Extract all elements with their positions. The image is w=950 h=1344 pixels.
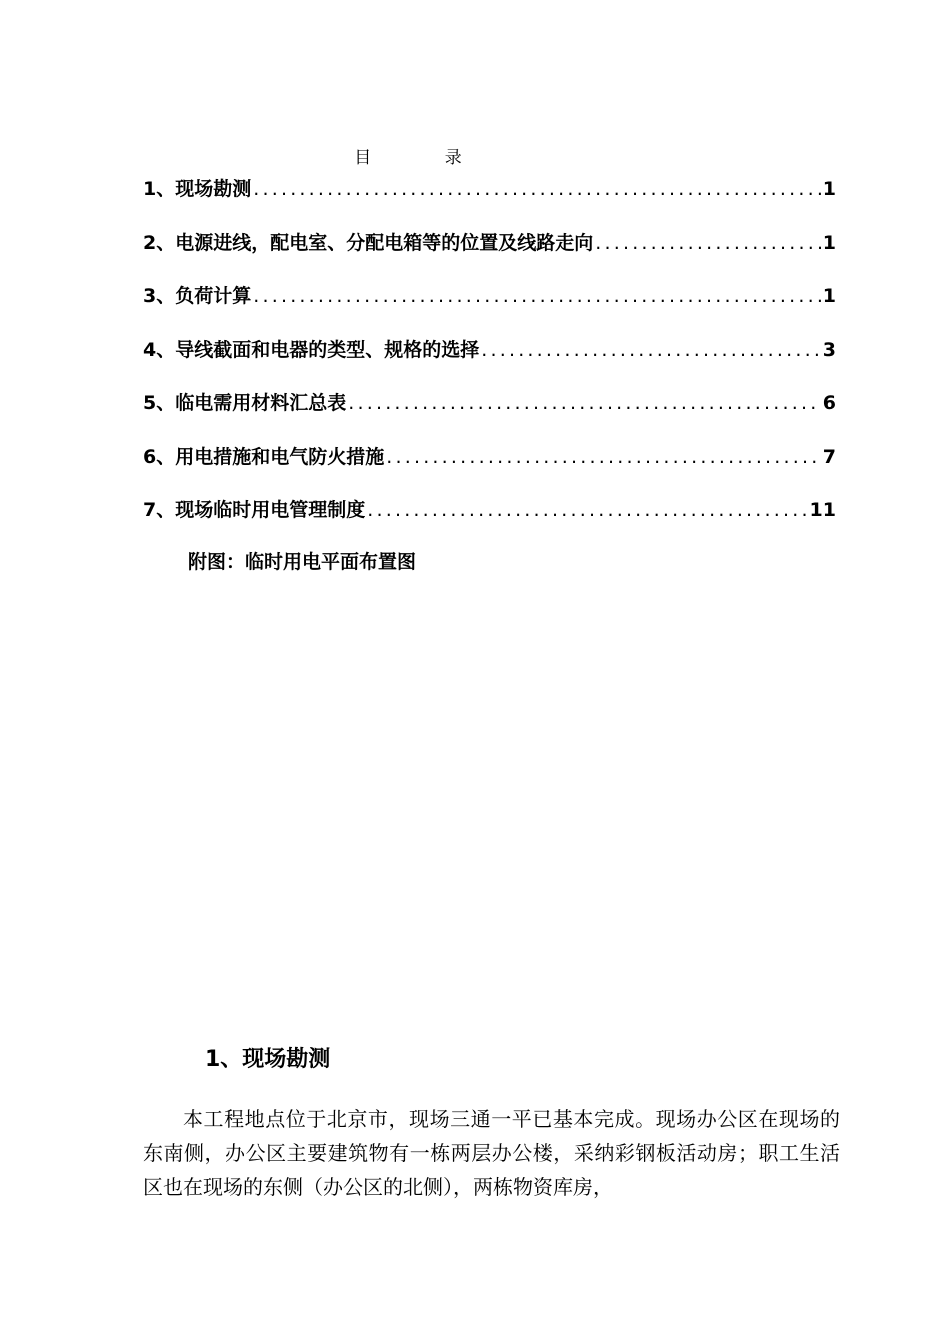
toc-entry-label: 6、用电措施和电气防火措施 — [143, 445, 385, 468]
toc-entry-page: 11 — [809, 499, 836, 521]
toc-entry-label: 1、现场勘测 — [143, 178, 252, 200]
toc-appendix[interactable]: 附图：临时用电平面布置图 — [188, 551, 417, 573]
toc-entry-page: 1 — [822, 231, 836, 254]
toc-entry[interactable] — [143, 174, 836, 228]
table-of-contents — [143, 174, 836, 549]
toc-entry-label: 4、导线截面和电器的类型、规格的选择 — [143, 338, 480, 361]
toc-entry[interactable] — [143, 388, 836, 442]
toc-entry-page: 1 — [822, 178, 836, 200]
toc-entry-label: 3、负荷计算 — [143, 285, 252, 307]
toc-dot-leader — [253, 174, 821, 204]
toc-title: 目 录 — [354, 148, 496, 168]
toc-entry[interactable] — [143, 335, 836, 389]
body-paragraph: 本工程地点位于北京市，现场三通一平已基本完成。现场办公区在现场的东南侧，办公区主要建筑物有一栋两层办公楼，采纳彩钢板活动房；职工生活区也在现场的东侧（办公区的北侧），两栋物资库房， — [143, 1107, 840, 1199]
toc-dot-leader — [348, 388, 821, 418]
toc-entry[interactable] — [143, 281, 836, 335]
toc-entry-page: 7 — [822, 445, 836, 468]
toc-dot-leader — [595, 228, 821, 258]
toc-dot-leader — [386, 442, 821, 472]
toc-entry-page: 3 — [822, 338, 836, 361]
toc-dot-leader — [481, 335, 821, 365]
toc-entry[interactable] — [143, 495, 836, 549]
toc-entry[interactable] — [143, 442, 836, 496]
toc-dot-leader — [367, 495, 807, 525]
toc-entry-label: 5、临电需用材料汇总表 — [143, 392, 347, 414]
toc-dot-leader — [253, 281, 821, 311]
toc-entry-label: 2、电源进线，配电室、分配电箱等的位置及线路走向 — [143, 231, 594, 254]
toc-entry-label: 7、现场临时用电管理制度 — [143, 499, 366, 521]
section-heading: 1、现场勘测 — [205, 1047, 331, 1072]
toc-entry[interactable] — [143, 228, 836, 282]
toc-entry-page: 1 — [822, 285, 836, 307]
toc-entry-page: 6 — [822, 392, 836, 414]
